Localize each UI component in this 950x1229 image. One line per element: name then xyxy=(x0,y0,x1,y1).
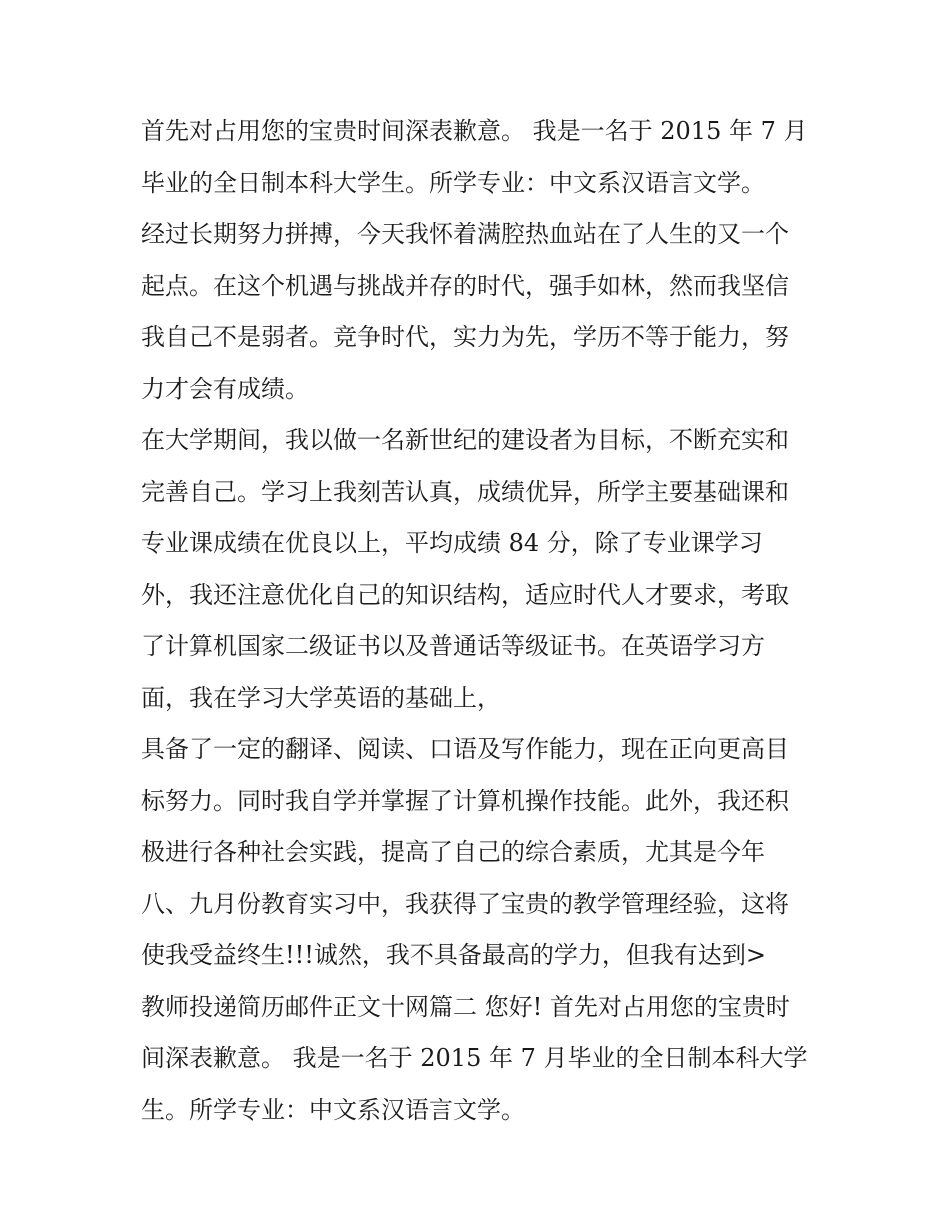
text-line-18: 教师投递简历邮件正文十网篇二 您好! 首先对占用您的宝贵时 xyxy=(141,992,790,1021)
text-line-11: 了计算机国家二级证书以及普通话等级证书。在英语学习方 xyxy=(141,632,765,660)
text-line-2: 毕业的全日制本科大学生。所学专业：中文系汉语言文学。 xyxy=(141,168,765,197)
document-body xyxy=(141,106,821,1136)
text-line-17: 使我受益终生!!!诚然，我不具备最高的学力，但我有达到> xyxy=(141,941,767,969)
text-line-16: 八、九月份教育实习中，我获得了宝贵的教学管理经验，这将 xyxy=(141,889,789,918)
text-line-9: 专业课成绩在优良以上，平均成绩 84 分，除了专业课学习 xyxy=(141,529,763,557)
text-line-19: 间深表歉意。 我是一名于 2015 年 7 月毕业的全日制本科大学 xyxy=(141,1044,808,1072)
text-line-5: 我自己不是弱者。竞争时代，实力为先，学历不等于能力，努 xyxy=(141,323,789,351)
text-line-20: 生。所学专业：中文系汉语言文学。 xyxy=(141,1095,525,1124)
text-line-10: 外，我还注意优化自己的知识结构，适应时代人才要求，考取 xyxy=(141,580,789,609)
text-line-13: 具备了一定的翻译、阅读、口语及写作能力，现在正向更高目 xyxy=(141,735,789,763)
text-line-14: 标努力。同时我自学并掌握了计算机操作技能。此外，我还积 xyxy=(141,786,789,815)
text-line-12: 面，我在学习大学英语的基础上， xyxy=(141,683,501,712)
text-line-1: 首先对占用您的宝贵时间深表歉意。 我是一名于 2015 年 7 月 xyxy=(141,117,808,145)
text-line-6: 力才会有成绩。 xyxy=(141,374,309,403)
text-line-7: 在大学期间，我以做一名新世纪的建设者为目标，不断充实和 xyxy=(141,426,789,454)
text-line-15: 极进行各种社会实践，提高了自己的综合素质，尤其是今年 xyxy=(141,838,765,866)
text-line-4: 起点。在这个机遇与挑战并存的时代，强手如林，然而我坚信 xyxy=(141,271,789,300)
text-line-8: 完善自己。学习上我刻苦认真，成绩优异，所学主要基础课和 xyxy=(141,477,789,506)
text-line-3: 经过长期努力拼搏，今天我怀着满腔热血站在了人生的又一个 xyxy=(141,220,789,248)
